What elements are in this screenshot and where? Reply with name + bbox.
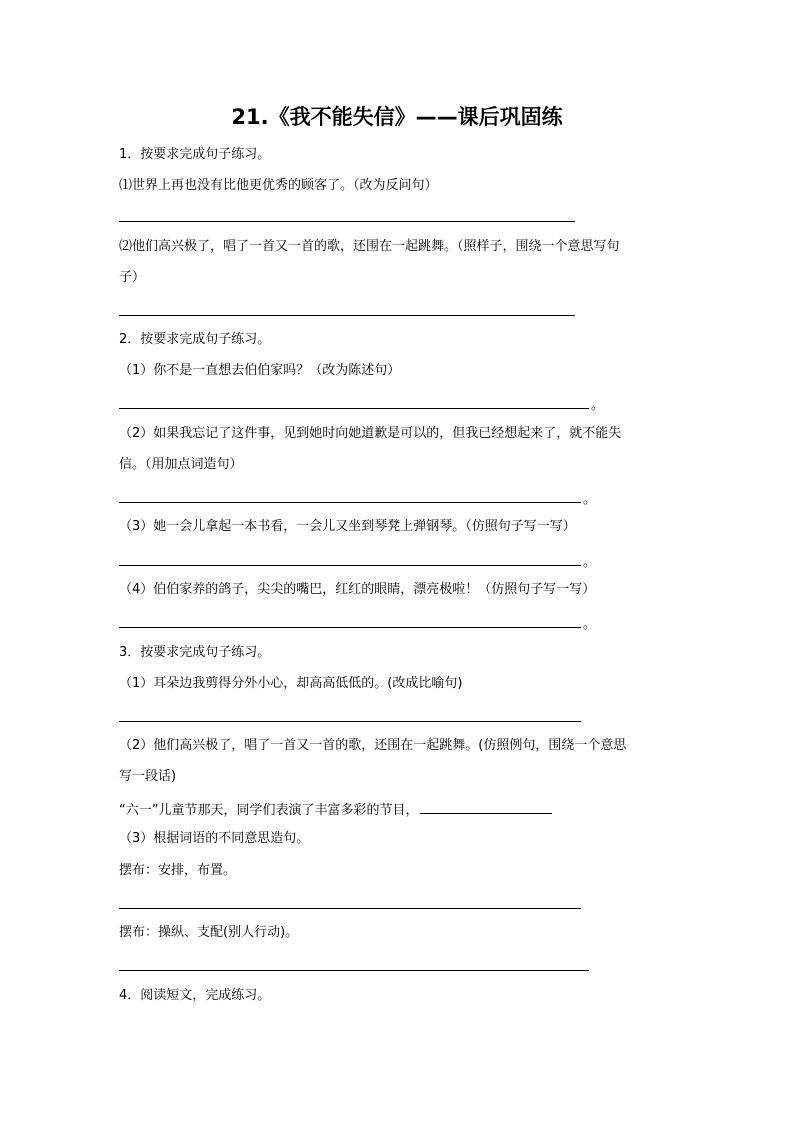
- q2-item4-period: 。: [583, 617, 597, 632]
- q2-item4-answer-line[interactable]: [119, 627, 581, 628]
- q3-meaning1-answer-line[interactable]: [119, 908, 581, 909]
- q3-meaning2-answer-line[interactable]: [119, 970, 589, 971]
- q2-item1-prompt: （1）你不是一直想去伯伯家吗？（改为陈述句）: [119, 363, 401, 378]
- q2-item3-period: 。: [583, 555, 597, 570]
- q2-item1-period: 。: [591, 398, 605, 413]
- q2-item2-prompt-line2: 信。（用加点词造句）: [119, 457, 243, 472]
- q3-meaning1: 摆布：安排，布置。: [119, 863, 237, 878]
- q1-heading: 1．按要求完成句子练习。: [119, 147, 271, 162]
- q1-item2-prompt-line2: 子）: [119, 270, 146, 285]
- q3-item1-answer-line[interactable]: [119, 721, 581, 722]
- q4-heading: 4．阅读短文，完成练习。: [119, 988, 271, 1003]
- q2-item2-answer-line[interactable]: [119, 502, 581, 503]
- q2-item3-prompt: （3）她一会儿拿起一本书看，一会儿又坐到琴凳上弹钢琴。（仿照句子写一写）: [119, 519, 576, 534]
- q1-item1-answer-line[interactable]: [119, 221, 575, 222]
- q2-item4-prompt: （4）伯伯家养的鸽子，尖尖的嘴巴，红红的眼睛，漂亮极啦！（仿照句子写一写）: [119, 582, 596, 597]
- q3-heading: 3．按要求完成句子练习。: [119, 645, 271, 660]
- q3-item2-prompt-line1: （2）他们高兴极了，唱了一首又一首的歌，还围在一起跳舞。(仿照例句，围绕一个意思: [119, 738, 627, 753]
- page-title: 21.《我不能失信》——课后巩固练: [231, 105, 563, 129]
- q2-item2-period: 。: [583, 492, 597, 507]
- q3-item2-inline-blank[interactable]: [420, 799, 552, 814]
- q3-item3-prompt: （3）根据词语的不同意思造句。: [119, 831, 310, 846]
- q2-item1-answer-line[interactable]: [119, 408, 589, 409]
- q3-item2-prompt-line2: 写一段话): [119, 769, 177, 784]
- q1-item1-prompt: ⑴世界上再也没有比他更优秀的顾客了。（改为反问句）: [119, 178, 438, 193]
- q3-item2-example-sentence: [119, 799, 552, 820]
- q3-item1-prompt: （1）耳朵边我剪得分外小心，却高高低低的。(改成比喻句): [119, 676, 463, 691]
- q2-heading: 2．按要求完成句子练习。: [119, 332, 271, 347]
- q3-meaning2: 摆布：操纵、支配(别人行动)。: [119, 925, 299, 940]
- q2-item3-answer-line[interactable]: [119, 565, 581, 566]
- q1-item2-prompt-line1: ⑵他们高兴极了，唱了一首又一首的歌，还围在一起跳舞。（照样子，围绕一个意思写句: [119, 239, 620, 254]
- q3-item2-example-text: “六一”儿童节那天，同学们表演了丰富多彩的节目，: [119, 803, 419, 818]
- q1-item2-answer-line[interactable]: [119, 315, 575, 316]
- q2-item2-prompt-line1: （2）如果我忘记了这件事，见到她时向她道歉是可以的，但我已经想起来了，就不能失: [119, 426, 622, 441]
